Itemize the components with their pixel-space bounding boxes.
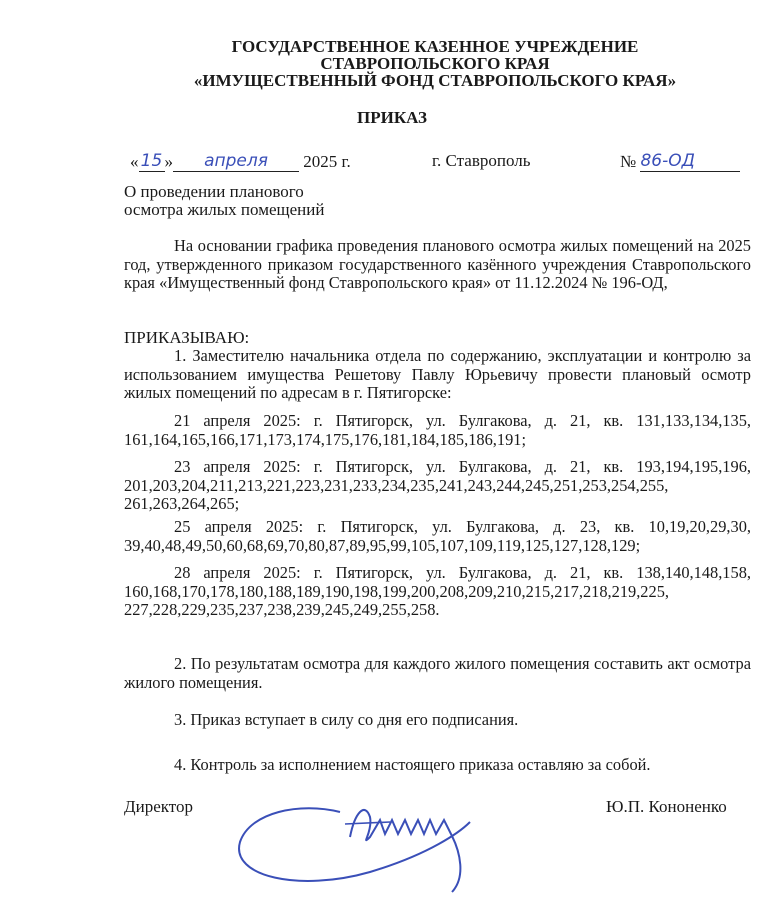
- number-value: 86-ОД: [640, 151, 740, 172]
- quote-open: «: [130, 152, 139, 171]
- organization-header: [120, 38, 750, 89]
- order-city: г. Ставрополь: [432, 151, 531, 170]
- schedule-item-1: 21 апреля 2025: г. Пятигорск, ул. Булгакова, д. 21, кв. 131,133,134,135, 161,164,165,166,171,173,174,175,176,181,184,185,186,191;: [124, 411, 751, 449]
- number-sign: №: [620, 152, 637, 171]
- handwritten-signature: [230, 792, 530, 902]
- date-year: 2025 г.: [303, 152, 351, 171]
- schedule-item-3: 25 апреля 2025: г. Пятигорск, ул. Булгакова, д. 23, кв. 10,19,20,29,30, 39,40,48,49,50,60,68,69,70,80,87,89,95,99,105,107,109,119,125,127,128,129;: [124, 517, 751, 555]
- quote-close: »: [164, 152, 173, 171]
- document-title: ПРИКАЗ: [357, 108, 427, 127]
- item-4: 4. Контроль за исполнением настоящего приказа оставляю за собой.: [174, 755, 651, 774]
- signatory-position: Директор: [124, 797, 193, 816]
- order-number: [620, 151, 740, 175]
- order-word: ПРИКАЗЫВАЮ:: [124, 328, 250, 347]
- schedule-item-4: 28 апреля 2025: г. Пятигорск, ул. Булгакова, д. 21, кв. 138,140,148,158, 160,168,170,178,180,188,189,190,198,199,200,208,209,210,215,217,218,219,225, 227,228,229,235,237,238,239,245,249,255,258.: [124, 563, 751, 620]
- signatory-name: Ю.П. Кононенко: [606, 797, 727, 816]
- date-month: апреля: [173, 151, 299, 172]
- item-3: 3. Приказ вступает в силу со дня его подписания.: [174, 710, 519, 729]
- date-day: 15: [139, 151, 165, 172]
- item-1: 1. Заместителю начальника отдела по содержанию, эксплуатации и контролю за использованием имущества Решетову Павлу Юрьевичу провести плановый осмотр жилых помещений по адресам в г. Пятигорске:: [124, 346, 751, 403]
- basis-paragraph: На основании графика проведения планового осмотра жилых помещений на 2025 год, утвержденного приказом государственного казённого учреждения Ставропольского края «Имущественный фонд Ставропольского края» от 11.12.2024 № 196-ОД,: [124, 236, 751, 293]
- order-date: [130, 151, 351, 175]
- schedule-item-2: 23 апреля 2025: г. Пятигорск, ул. Булгакова, д. 21, кв. 193,194,195,196, 201,203,204,211,213,221,223,231,233,234,235,241,243,244,245,251,253,254,255, 261,263,264,265;: [124, 457, 751, 514]
- header-line-1: ГОСУДАРСТВЕННОЕ КАЗЕННОЕ УЧРЕЖДЕНИЕ: [231, 37, 639, 56]
- subject-line-1: О проведении планового: [124, 182, 304, 201]
- header-line-3: «ИМУЩЕСТВЕННЫЙ ФОНД СТАВРОПОЛЬСКОГО КРАЯ»: [193, 71, 677, 90]
- subject-line-2: осмотра жилых помещений: [124, 200, 325, 219]
- header-line-2: СТАВРОПОЛЬСКОГО КРАЯ: [320, 54, 550, 73]
- item-2: 2. По результатам осмотра для каждого жилого помещения составить акт осмотра жилого помещения.: [124, 654, 751, 692]
- order-subject: [124, 183, 324, 219]
